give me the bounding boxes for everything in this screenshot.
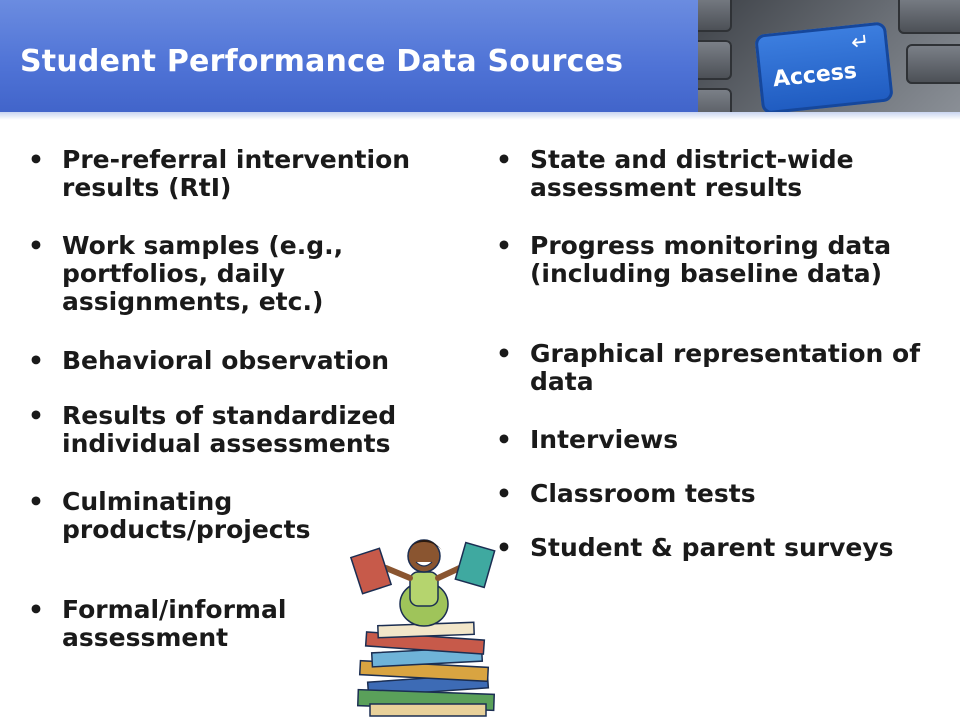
list-item: [28, 347, 472, 375]
list-item-text: Work samples (e.g., portfolios, daily assignments, etc.): [62, 231, 344, 316]
list-item-text: Student & parent surveys: [530, 533, 894, 562]
keyboard-key: [906, 44, 960, 84]
teal-book-icon: [455, 543, 494, 588]
bullet-icon: •: [496, 231, 512, 260]
list-item: [496, 232, 940, 288]
bullet-icon: •: [28, 595, 44, 624]
list-item-text: Results of standardized individual assessments: [62, 401, 397, 458]
bullet-icon: •: [496, 479, 512, 508]
list-item-text: Formal/informal assessment: [62, 595, 287, 652]
red-book-icon: [351, 548, 391, 593]
title-banner: [0, 0, 960, 120]
bullet-icon: •: [28, 401, 44, 430]
list-item: [28, 232, 412, 316]
list-item: [496, 426, 930, 454]
list-item-text: Pre-referral intervention results (RtI): [62, 145, 411, 202]
keyboard-image: [698, 0, 960, 118]
list-item-text: Classroom tests: [530, 479, 756, 508]
list-item-text: Progress monitoring data (including baseline data): [530, 231, 892, 288]
bullet-icon: •: [28, 145, 44, 174]
list-item-text: State and district-wide assessment results: [530, 145, 854, 202]
bullet-icon: •: [28, 231, 44, 260]
bullet-icon: •: [496, 533, 512, 562]
header-divider: [0, 112, 960, 120]
list-item-text: Interviews: [530, 425, 679, 454]
list-item-text: Behavioral observation: [62, 346, 390, 375]
keyboard-key: [898, 0, 960, 34]
bullet-icon: •: [28, 487, 44, 516]
list-item: [28, 488, 352, 544]
list-item: [496, 146, 900, 202]
list-item: [28, 596, 322, 652]
bullet-icon: •: [496, 339, 512, 368]
list-item-text: Graphical representation of data: [530, 339, 921, 396]
list-item: [496, 340, 930, 396]
list-item: [496, 480, 930, 508]
student-with-books-illustration: [338, 528, 510, 718]
book-stack: [358, 622, 494, 716]
list-item: [28, 402, 467, 458]
access-key-label: Access: [771, 58, 859, 93]
list-item: [496, 534, 950, 562]
keyboard-key: [698, 0, 732, 32]
bullet-icon: •: [496, 145, 512, 174]
keyboard-key: [698, 40, 732, 80]
list-item-text: Culminating products/projects: [62, 487, 311, 544]
student-figure: [386, 540, 464, 626]
list-item: [28, 146, 452, 202]
bullet-icon: •: [28, 346, 44, 375]
bullet-icon: •: [496, 425, 512, 454]
slide-title: Student Performance Data Sources: [20, 44, 624, 79]
enter-arrow-icon: ↵: [849, 29, 871, 56]
access-key: [754, 21, 894, 114]
